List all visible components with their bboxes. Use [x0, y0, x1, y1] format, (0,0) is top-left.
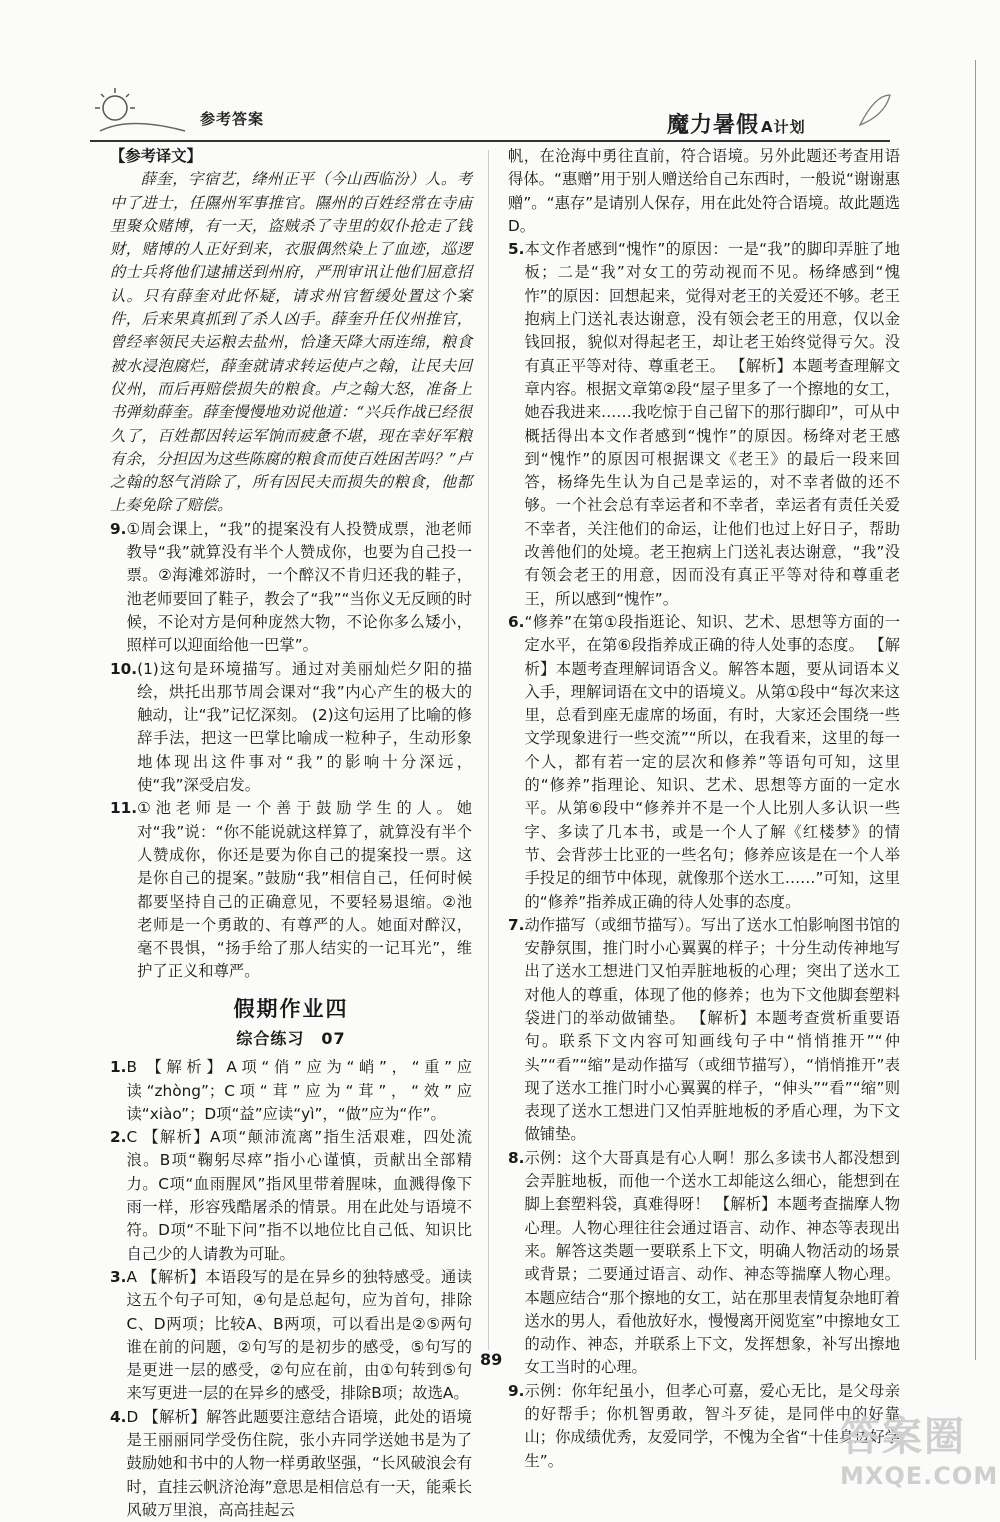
answer-number: 7.: [508, 915, 525, 934]
left-column: [110, 145, 472, 1522]
sub-section-title: 综合练习 07: [236, 1028, 346, 1048]
continued-answer-text: 帆，在沧海中勇往直前，符合语境。另外此题还考查用语得体。“惠赠”用于别人赠送给自己东西时，一般说“谢谢惠赠”。“惠存”是请别人保存，用在此处符合语境。故此题选D。: [508, 147, 900, 235]
page-edge-line: [975, 60, 976, 1360]
answer-item: [110, 1126, 472, 1266]
answer-number: 8.: [508, 1148, 525, 1167]
answer-text: B 【解析】A项“俏”应为“峭”，“重”应读“zhòng”；C项“茸”应为“茸”，“效”应读“xiào”；D项“益”应读“yì”，“做”应为“作”。: [126, 1058, 472, 1123]
answer-text: ①池老师是一个善于鼓励学生的人。她对“我”说：“你不能说就这样算了，就算没有半个人赞成你，你还是要为你自己的提案投一票。这是你自己的提案。”鼓励“我”相信自己，任何时候都要坚持自己的正确意见，不要轻易退缩。②池老师是一个勇敢的、有尊严的人。她面对醉汉，毫不畏惧，“扬手给了那人结实的一记耳光”，维护了正义和尊严。: [137, 799, 472, 981]
answer-text: ①周会课上，“我”的提案没有人投赞成票，池老师教导“我”就算没有半个人赞成你，也要为自己投一票。②海滩郊游时，一个醉汉不肯归还我的鞋子，池老师要回了鞋子，教会了“我”“当你义无反顾的时候，不论对方是何种庞然大物，不论你多么矮小，照样可以迎面给他一巴掌”。: [126, 519, 472, 655]
section-title: 假期作业四: [233, 996, 349, 1021]
header-right: [655, 100, 895, 140]
answer-text: D 【解析】解答此题要注意结合语境，此处的语境是王丽丽同学受伤住院，张小卉同学送她书是为了鼓励她和书中的人物一样勇敢坚强，“长风破浪会有时，直挂云帆济沧海”意思是相信总有一天，能乘长风破万里浪，高高挂起云: [126, 1407, 472, 1519]
answer-text: 示例：你年纪虽小，但孝心可嘉，爱心无比，是父母亲的好帮手；你机智勇敢，智斗歹徒，是同伴中的好靠山；你成绩优秀，友爱同学，不愧为全省“十佳身边好学生”。: [524, 1381, 900, 1470]
cartoon-sun-icon: [90, 86, 190, 136]
answer-text: 动作描写（或细节描写）。写出了送水工怕影响图书馆的安静氛围，推门时小心翼翼的样子；十分生动传神地写出了送水工想进门又怕弄脏地板的心理；突出了送水工对他人的尊重，体现了他的修养；也为下文他脚套塑料袋进门的举动做铺垫。 【解析】本题考查赏析重要语句。联系下文内容可知画线句子中“悄悄推开”“仲头”“看”“缩”是动作描写（或细节描写），“悄悄推开”表现了送水工推门时小心翼翼的样子，“伸头”“看”“缩”则表现了送水工想进门又怕弄脏地板的矛盾心理，为下文做铺垫。: [524, 915, 900, 1144]
watermark-line-1: 答案圈: [840, 1414, 966, 1460]
answer-item: [508, 611, 900, 914]
answer-number: 2.: [110, 1128, 127, 1147]
page-number: 89: [480, 1350, 503, 1369]
brand-name: 魔力暑假: [667, 113, 760, 138]
answer-number: 4.: [110, 1407, 127, 1426]
answer-item: [508, 914, 900, 1147]
answer-text: C 【解析】A项“颠沛流离”指生活艰难，四处流浪。B项“鞠躬尽瘁”指小心谨慎，贡献出全部精力。C项“血雨腥风”指风里带着腥味，血溅得像下雨一样，形容残酷屠杀的情景。用在此处与语境不符。D项“不耻下问”指不以地位比自己低、知识比自己少的人请教为可耻。: [126, 1128, 472, 1263]
answer-number: 11.: [110, 799, 138, 818]
answer-number: 10.: [110, 659, 138, 678]
reference-translation-title: 【参考译文】: [110, 147, 202, 165]
answer-number: 6.: [508, 612, 525, 631]
answer-text: 示例：这个大哥真是有心人啊！那么多读书人都没想到会弄脏地板，而他一个送水工却能这么细心，能想到在脚上套塑料袋，真难得呀！ 【解析】本题考查揣摩人物心理。人物心理往往会通过语言、动作、神态等表现出来。解答这类题一要联系上下文，明确人物活动的场景或背景；二要通过语言、动作、神态等揣摩人物心理。本题应结合“那个擦地的女工，站在那里表情复杂地盯着送水的男人，看他放好水，慢慢离开阅览室”中擦地女工的动作、神态，并联系上下文，发挥想象，补写出擦地女工当时的心理。: [524, 1148, 900, 1377]
watermark-line-2: MXQE.COM: [840, 1462, 999, 1490]
answer-item: [110, 658, 472, 798]
answer-number: 1.: [110, 1058, 127, 1077]
column-divider: [488, 150, 489, 1350]
answer-text: A 【解析】本语段写的是在异乡的独特感受。通读这五个句子可知，④句是总起句，应为首句，排除C、D两项；比较A、B两项，可以看出是②⑤两句谁在前的问题，②句写的是初步的感受，⑤句写的是更进一层的感受，②句应在前，由①句转到⑤句来写更进一层的在异乡的感受，排除B项；故选A。: [126, 1267, 472, 1403]
answer-item: [508, 238, 900, 611]
answer-number: 5.: [508, 240, 525, 259]
header-left: [90, 86, 290, 136]
answer-number: 9.: [508, 1381, 525, 1400]
header-rule: [90, 140, 890, 142]
header-section-label: 参考答案: [200, 110, 265, 128]
answer-item: [110, 518, 472, 658]
answer-item: [110, 1406, 472, 1522]
answer-text: (1)这句是环境描写。通过对美丽灿烂夕阳的描绘，烘托出那节周会课对“我”内心产生的极大的触动，让“我”记忆深刻。 (2)这句运用了比喻的修辞手法，把这一巴掌比喻成一粒种子，生动形象地体现出这件事对“我”的影响十分深远，使“我”深受启发。: [137, 659, 472, 795]
answer-item: [508, 1147, 900, 1380]
answer-text: 本文作者感到“愧怍”的原因：一是“我”的脚印弄脏了地板；二是“我”对女工的劳动视而不见。杨绛感到“愧怍”的原因：回想起来，觉得对老王的关爱还不够。老王抱病上门送礼表达谢意，没有领会老王的用意，仅以金钱回报，貌似对得起老王，却让老王始终觉得亏欠。没有真正平等对待、尊重老王。 【解析】本题考查理解文章内容。根据文章第②段“屋子里多了一个擦地的女工，她吞我进来……我吃惊于自己留下的那行脚印”，可从中概括得出本文作者感到“愧怍”的原因。杨绛对老王感到“愧怍”的原因可根据课文《老王》的最后一段来回答，杨绛先生认为自己是幸运的，对不幸者做的还不够。一个社会总有幸运者和不幸者，幸运者有责任关爱不幸者，关注他们的命运，让他们也过上好日子，帮助改善他们的处境。老王抱病上门送礼表达谢意，“我”没有领会老王的用意，因而没有真正平等对待和尊重老王，所以感到“愧怍”。: [524, 240, 900, 608]
answer-item: [110, 1056, 472, 1126]
brand-sub: A计划: [761, 118, 806, 136]
answer-number: 9.: [110, 519, 127, 538]
answer-number: 3.: [110, 1267, 127, 1286]
cartoon-leaf-icon: [855, 90, 895, 130]
watermark-logo: [840, 1405, 999, 1490]
answer-item: [110, 797, 472, 983]
answer-text: “修养”在第①段指逛论、知识、艺术、思想等方面的一定水平，在第⑥段指养成正确的待人处事的态度。 【解析】本题考查理解词语含义。解答本题，要从词语本义入手，理解词语在文中的语境义。从第①段中“每次来这里，总看到座无虚席的场面，有时，大家还会围绕一些文学现象进行一些交流”“所以，在我看来，这里的每一个人，都有若一定的层次和修养”等语句可知，这里的“修养”指理论、知识、艺术、思想等方面的一定水平。从第⑥段中“修养并不是一个人比别人多认识一些字、多读了几本书，或是一个人了解《红楼梦》的情节、会背莎士比亚的一些名句；修养应该是在一个人举手投足的细节中体现，就像那个送水工……”可知，这里的“修养”指养成正确的待人处事的态度。: [524, 612, 900, 911]
brand-title: [667, 108, 806, 139]
reference-translation-text: 薛奎，字宿艺，绛州正平（今山西临汾）人。考中了进士，任隰州军事推官。隰州的百姓经常在寺庙里聚众赌博，有一天，盗贼杀了寺里的奴仆抢走了钱财，赌博的人正好到来，衣服偶然染上了血迹，巡逻的士兵将他们逮捕送到州府，严刑审讯让他们屈意招认。只有薛奎对此怀疑，请求州官暂缓处置这个案件，后来果真抓到了杀人凶手。薛奎升任仪州推官，曾经率领民夫运粮去盐州，恰逢天降大雨连绵，粮食被水浸泡腐烂，薛奎就请求转运使卢之翰，让民夫回仪州，而后再赔偿损失的粮食。卢之翰大怒，准备上书弹劾薛奎。薛奎慢慢地劝说他道：“兴兵作战已经很久了，百姓都因转运军饷而疲惫不堪，现在幸好军粮有余，分担因为这些陈腐的粮食而使百姓困苦吗？”卢之翰的怒气消除了，所有因民夫而损失的粮食，他都上奏免除了赔偿。: [110, 170, 472, 515]
answer-item: [110, 1266, 472, 1406]
right-column: [508, 145, 900, 1473]
